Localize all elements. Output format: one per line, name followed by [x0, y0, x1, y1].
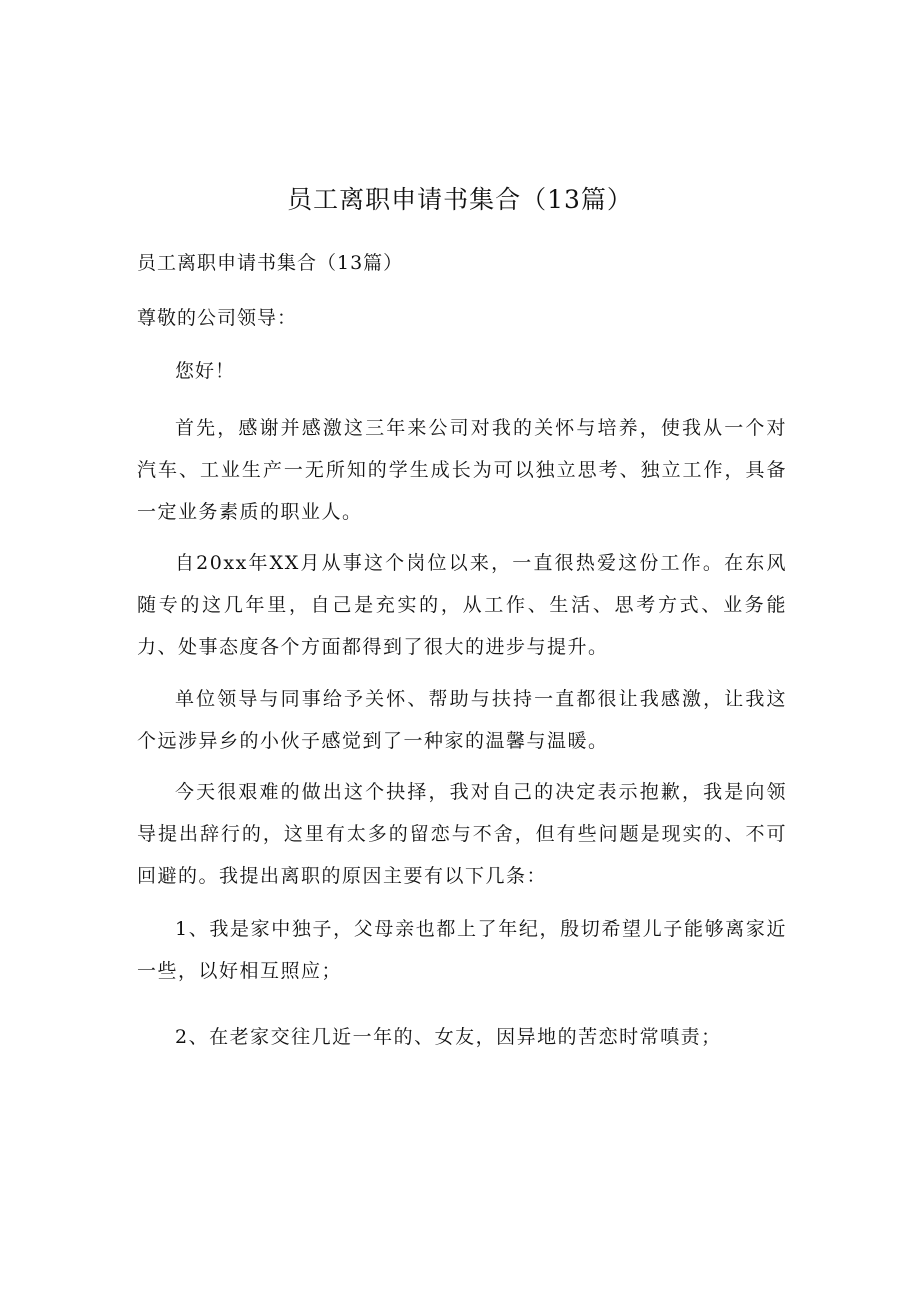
salutation: 尊敬的公司领导： [137, 307, 298, 329]
paragraph-4: 今天很艰难的做出这个抉择，我对自己的决定表示抱歉，我是向领导提出辞行的，这里有太多的留恋与不舍，但有些问题是现实的、不可回避的。我提出离职的原因主要有以下几条： [137, 781, 787, 887]
document-subtitle: 员工离职申请书集合（13篇） [137, 252, 404, 274]
reason-1: 1、我是家中独子，父母亲也都上了年纪，殷切希望儿子能够离家近一些，以好相互照应； [137, 918, 787, 982]
paragraph-1: 首先，感谢并感激这三年来公司对我的关怀与培养，使我从一个对汽车、工业生产一无所知的学生成长为可以独立思考、独立工作，具备一定业务素质的职业人。 [137, 417, 787, 523]
greeting: 您好！ [175, 360, 236, 382]
paragraph-3: 单位领导与同事给予关怀、帮助与扶持一直都很让我感激，让我这个远涉异乡的小伙子感觉到了一种家的温馨与温暖。 [137, 688, 787, 752]
document-title: 员工离职申请书集合（13篇） [287, 185, 633, 214]
paragraph-2: 自20xx年XX月从事这个岗位以来，一直很热爱这份工作。在东风随专的这几年里，自己是充实的，从工作、生活、思考方式、业务能力、处事态度各个方面都得到了很大的进步与提升。 [137, 552, 787, 658]
reason-2: 2、在老家交往几近一年的、女友，因异地的苦恋时常嗔责； [175, 1026, 722, 1048]
